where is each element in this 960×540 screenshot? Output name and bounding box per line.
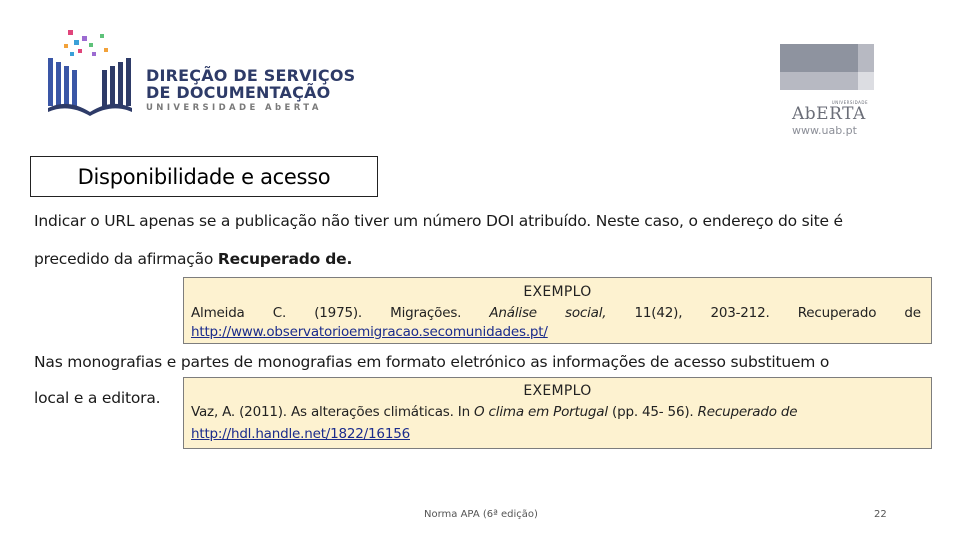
footer-title: Norma APA (6ª edição)	[424, 509, 538, 520]
logo-name: AbERTA	[792, 104, 866, 124]
example-1-link[interactable]: http://www.observatorioemigracao.secomunidades.pt/	[191, 324, 548, 340]
example-2-link-line	[191, 426, 410, 442]
logo-block-dark	[780, 44, 858, 72]
logo-block-light	[858, 72, 874, 90]
example-1-citation	[191, 305, 921, 321]
example-label: EXEMPLO	[523, 383, 592, 399]
logo-line-1: DIREÇÃO DE SERVIÇOS	[146, 66, 356, 85]
page-number: 22	[874, 509, 887, 520]
logo-line-3: UNIVERSIDADE AbERTA	[146, 103, 322, 113]
citation-word: de	[904, 305, 921, 321]
example-2-link[interactable]: http://hdl.handle.net/1822/16156	[191, 426, 410, 442]
paragraph-1-line-1: Indicar o URL apenas se a publicação não tiver um número DOI atribuído. Neste caso, o endereço do site é	[34, 212, 843, 230]
paragraph-2-line-2: local e a editora.	[34, 389, 161, 407]
paragraph-2-line-1: Nas monografias e partes de monografias em formato eletrónico as informações de acesso substituem o	[34, 353, 830, 371]
logo-url: www.uab.pt	[792, 124, 857, 137]
citation-word: Análise	[489, 305, 537, 321]
section-heading: Disponibilidade e acesso	[77, 164, 331, 189]
logo-line-2: DE DOCUMENTAÇÃO	[146, 83, 331, 102]
logo-small-text: UNIVERSIDADE	[831, 100, 868, 105]
citation-pages: (pp. 45- 56).	[607, 404, 698, 420]
example-box-1	[183, 277, 932, 344]
dsd-logo	[44, 28, 356, 116]
example-label: EXEMPLO	[523, 284, 592, 300]
paragraph-1-prefix: precedido da afirmação	[34, 250, 218, 268]
citation-word: Recuperado	[797, 305, 877, 321]
citation-word: social,	[565, 305, 607, 321]
citation-book-title: O clima em Portugal	[474, 404, 608, 420]
book-logo-icon	[44, 28, 140, 116]
example-2-citation	[191, 404, 797, 420]
example-box-2	[183, 377, 932, 449]
paragraph-1-line-2	[34, 250, 352, 268]
citation-word: 203-212.	[710, 305, 770, 321]
citation-prefix: Vaz, A. (2011). As alterações climáticas. In	[191, 404, 475, 420]
section-heading-box	[30, 156, 378, 197]
citation-word: Migrações.	[390, 305, 462, 321]
citation-word: (1975).	[314, 305, 363, 321]
citation-word: Almeida	[191, 305, 245, 321]
citation-retrieved: Recuperado de	[697, 404, 798, 420]
uab-logo	[780, 44, 876, 136]
citation-word: 11(42),	[634, 305, 683, 321]
example-1-link-line	[191, 324, 548, 340]
paragraph-1-bold: Recuperado de.	[217, 250, 353, 268]
citation-word: C.	[272, 305, 287, 321]
